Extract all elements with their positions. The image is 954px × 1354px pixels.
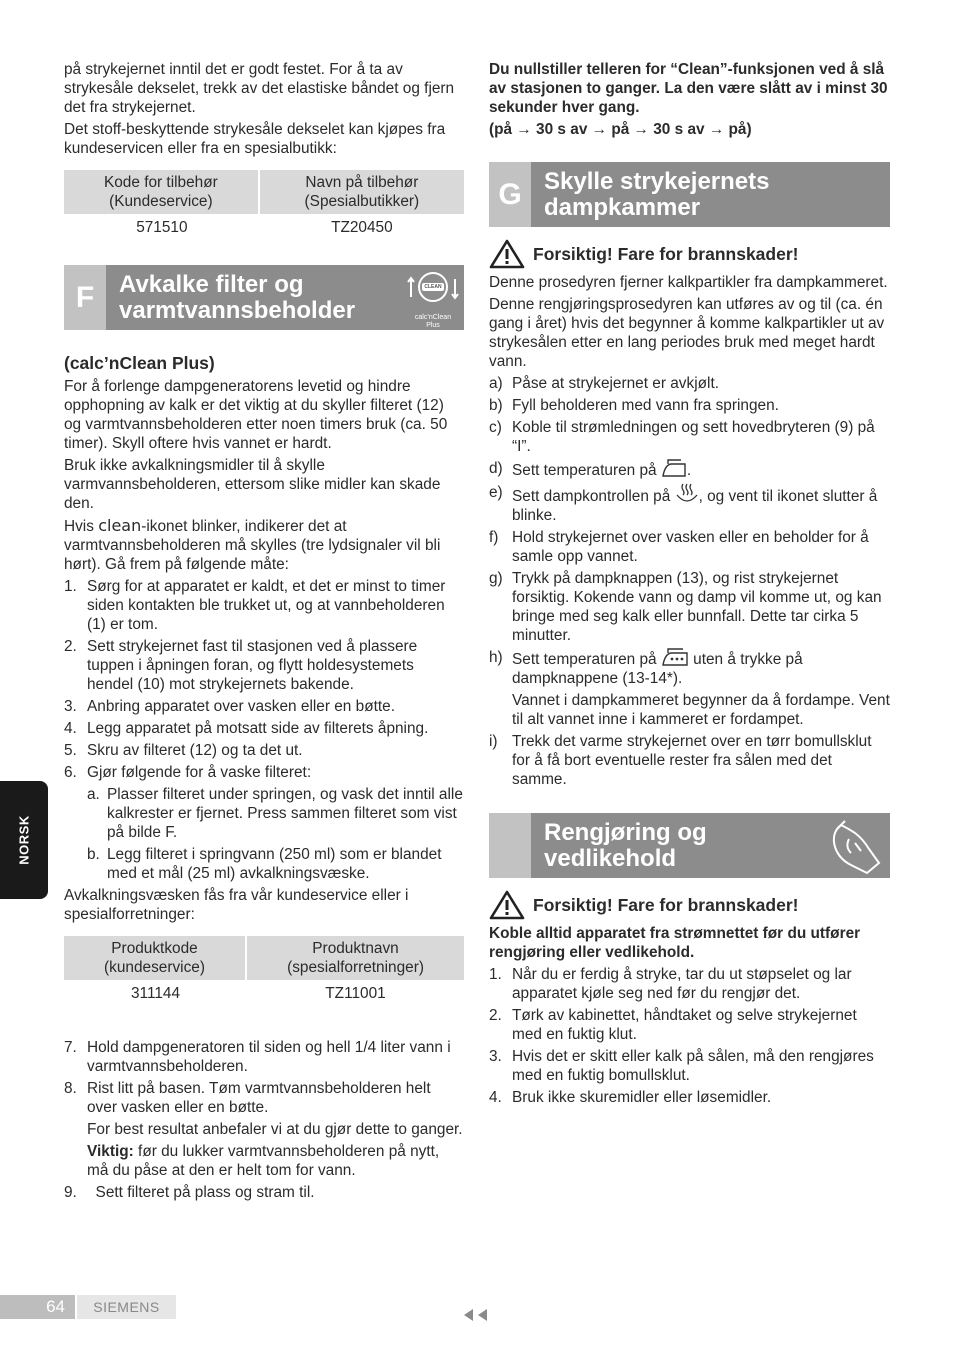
table-cell-name: TZ20450 [331, 219, 393, 236]
list-number: i) [489, 733, 498, 750]
g-paragraph-2: Denne rengjøringsprosedyren kan utføres av og til (ca. én gang i året) hvis det begynner å komme kalkpartikler ut av strykesålen etter en lang periodes bruk med meget hardt vann. [489, 296, 885, 370]
cleaning-bold-note: Koble alltid apparatet fra strømnettet før du utfører rengjøring eller vedlikehold. [489, 925, 861, 961]
list-item [64, 637, 464, 694]
list-text: Hvis det er skitt eller kalk på sålen, må den rengjøres med en fuktig bomullsklut. [512, 1048, 874, 1084]
list-number: 2. [64, 638, 77, 655]
warning-text: Forsiktig! Fare for brannskader! [533, 243, 799, 264]
list-number: 1. [489, 966, 502, 983]
table-header-code: Produktkode (kundeservice) [64, 936, 247, 980]
table-header-code: Kode for tilbehør (Kundeservice) [64, 170, 260, 214]
list-text: Rist litt på basen. Tøm varmtvannsbeholderen helt over vasken eller en bøtte. [87, 1080, 431, 1116]
reset-sequence: (på → 30 s av → på → 30 s av → på) [489, 121, 752, 138]
g-paragraph-1: Denne prosedyren fjerner kalkpartikler fra dampkammeret. [489, 274, 888, 291]
list-item [64, 785, 464, 842]
list-number: d) [489, 460, 503, 477]
list-item [64, 763, 464, 782]
list-number: 1. [64, 578, 77, 595]
table-header-name: Produktnavn (spesialforretninger) [247, 936, 464, 980]
list-number: 3. [64, 698, 77, 715]
step-h-note: Vannet i dampkammeret begynner da å fordampe. Vent til alt vannet inne i kammeret er fordampet. [512, 692, 890, 728]
logo-badge-text: CLEAN [424, 284, 442, 290]
list-text-post: , og vent til ikonet slutter å blinke. [512, 488, 878, 524]
list-item [64, 719, 464, 738]
list-text: Gjør følgende for å vaske filteret: [87, 764, 312, 781]
section-title-line-2: dampkammer [544, 194, 701, 221]
section-f-header [64, 265, 464, 330]
reset-paragraph: Du nullstiller telleren for “Clean”-funksjonen ved å slå av stasjonen to ganger. La den være slått av i minst 30 sekunder hver gang. [489, 61, 888, 116]
list-item [489, 459, 890, 480]
iron-max-temperature-icon [661, 648, 689, 668]
list-number: 5. [64, 742, 77, 759]
calc-clean-logo [404, 269, 462, 327]
warning-heading [489, 239, 890, 269]
p3-pre: Hvis [64, 518, 99, 535]
paragraph-4: Avkalkningsvæsken fås fra vår kundeservice eller i spesialforretninger: [64, 887, 409, 923]
iron-temperature-icon [661, 459, 687, 479]
subheading: (calc’nClean Plus) [64, 353, 215, 373]
list-item [489, 396, 890, 415]
list-item [489, 569, 890, 645]
list-text: Sørg for at apparatet er kaldt, et det er minst to timer siden kontakten ble trukket ut, og at vannbeholderen (1) er tom. [87, 578, 446, 633]
list-item [489, 732, 890, 789]
accessory-table [64, 170, 464, 240]
section-title-line-1: Avkalke filter og [119, 271, 304, 298]
section-title-line-1: Skylle strykejernets [544, 168, 770, 195]
section-title-line-2: varmtvannsbeholder [119, 297, 356, 324]
list-text: Anbring apparatet over vasken eller en bøtte. [87, 698, 395, 715]
section-letter: G [489, 162, 531, 227]
steam-control-icon [675, 483, 699, 505]
list-item [489, 648, 890, 688]
section-letter-blank [489, 813, 531, 878]
substeps-list [64, 785, 464, 883]
list-item [64, 1079, 464, 1117]
list-number: 7. [64, 1039, 77, 1056]
paragraph-3 [64, 516, 464, 574]
section-letter: F [64, 265, 106, 330]
list-number: f) [489, 529, 499, 546]
clean-word: clean [98, 516, 142, 535]
list-number: 4. [64, 720, 77, 737]
list-item [64, 1183, 464, 1202]
list-item [489, 1006, 890, 1044]
list-text: Tørk av kabinettet, håndtaket og selve strykejernet med en fuktig klut. [512, 1007, 857, 1043]
list-number: 3. [489, 1048, 502, 1065]
list-number: 2. [489, 1007, 502, 1024]
table-header-name: Navn på tilbehør (Spesialbutikker) [260, 170, 464, 214]
list-text: Sett temperaturen på [512, 651, 661, 668]
warning-text: Forsiktig! Fare for brannskader! [533, 894, 799, 915]
paragraph-2: Bruk ikke avkalkningsmidler til å skylle varmvannsbeholderen, ettersom slike midler kan skade den. [64, 457, 441, 512]
list-number: h) [489, 649, 503, 666]
list-text: Sett dampkontrollen på [512, 488, 675, 505]
section-title-line-2: vedlikehold [544, 845, 677, 872]
important-text: før du lukker varmtvannsbeholderen på nytt, må du påse at den er helt tom for vann. [87, 1143, 440, 1179]
list-text: Sett filteret på plass og stram til. [87, 1184, 315, 1201]
list-item [64, 577, 464, 634]
list-number: b. [87, 846, 100, 863]
left-column [64, 60, 464, 1205]
list-text: Bruk ikke skuremidler eller løsemidler. [512, 1089, 772, 1106]
logo-text-1: calc’nClean [414, 314, 452, 321]
table-cell-code: 311144 [130, 985, 181, 1002]
paragraph-1: For å forlenge dampgeneratorens levetid og hindre opphopning av kalk er det viktig at du skyller filteret (12) og varmtvannsbeholderen etter noen timers bruk (ca. 50 timer). Skyll oftere hvis vannet er hardt. [64, 378, 448, 452]
logo-text-2: Plus [426, 322, 440, 329]
list-text: Sett temperaturen på [512, 462, 661, 479]
section-title [119, 272, 355, 324]
list-text: Hold dampgeneratoren til siden og hell 1/4 liter vann i varmtvannsbeholderen. [87, 1039, 451, 1075]
intro-paragraph-2: Det stoff-beskyttende strykesåle dekselet kan kjøpes fra kundeservicen eller fra en spesialbutikk: [64, 121, 446, 157]
list-number: 8. [64, 1080, 77, 1097]
product-table [64, 936, 464, 1006]
list-text: Fyll beholderen med vann fra springen. [512, 397, 779, 414]
list-text: Sett strykejernet fast til stasjonen ved å plassere tuppen i åpningen foran, og flytt holdesystemets hendel (10) mot strykejernets bakende. [87, 638, 418, 693]
section-cleaning-header [489, 813, 890, 878]
p3-post: -ikonet blinker, indikerer det at varmtvannsbeholderen må skylles (tre lydsignaler vil bli hørt). Gå frem på følgende måte: [64, 518, 441, 573]
list-text: Plasser filteret under springen, og vask det inntil alle kalkrester er fjernet. Press sammen filteret som vist på bilde F. [107, 786, 463, 841]
language-side-tab [0, 781, 48, 899]
step8-note: For best resultat anbefaler vi at du gjør dette to ganger. [87, 1121, 463, 1138]
list-number: 9. [64, 1184, 77, 1201]
list-item [64, 697, 464, 716]
list-text: Når du er ferdig å stryke, tar du ut støpselet og lar apparatet kjøle seg ned før du rengjør det. [512, 966, 852, 1002]
section-g-header [489, 162, 890, 227]
list-item [489, 528, 890, 566]
list-number: 6. [64, 764, 77, 781]
warning-triangle-icon [489, 239, 525, 269]
g-steps-list-end [489, 732, 890, 789]
warning-heading [489, 890, 890, 920]
list-item [489, 483, 890, 525]
steps-list-b [64, 1038, 464, 1117]
right-column [489, 60, 890, 1110]
list-number: b) [489, 397, 503, 414]
list-number: c) [489, 419, 502, 436]
table-cell-code: 571510 [136, 219, 188, 236]
list-number: e) [489, 484, 503, 501]
warning-triangle-icon [489, 890, 525, 920]
list-item [64, 741, 464, 760]
list-text-post: . [686, 462, 692, 479]
list-number: g) [489, 570, 503, 587]
g-steps-list [489, 374, 890, 688]
list-item [64, 845, 464, 883]
steps-list-a [64, 577, 464, 782]
language-label: NORSK [16, 815, 32, 865]
page-number: 64 [46, 1297, 65, 1316]
list-number: a) [489, 375, 503, 392]
list-item [489, 965, 890, 1003]
list-text: Legg filteret i springvann (250 ml) som er blandet med et mål (25 ml) avkalkningsvæske. [107, 846, 442, 882]
cleaning-hand-icon [827, 817, 885, 875]
list-item [489, 374, 890, 393]
list-text: Legg apparatet på motsatt side av filterets åpning. [87, 720, 429, 737]
list-text: Trykk på dampknappen (13), og rist strykejernet forsiktig. Kokende vann og damp vil komme ut, og kan bringe med seg kalk eller bunnfall. Dette tar cirka 5 minutter. [512, 570, 882, 644]
list-text: Koble til strømledningen og sett hovedbryteren (9) på “I”. [512, 419, 875, 455]
list-text: Skru av filteret (12) og ta det ut. [87, 742, 303, 759]
intro-paragraph-1: på strykejernet inntil det er godt festet. For å ta av strykesåle dekselet, trekk av det elastiske båndet og fjern det fra strykejernet. [64, 61, 455, 116]
list-text: Trekk det varme strykejernet over en tørr bomullsklut for å få bort eventuelle rester fra sålen med det samme. [512, 733, 872, 788]
section-title [544, 169, 769, 221]
important-label: Viktig: [87, 1143, 134, 1160]
step8-important [64, 1142, 464, 1180]
list-text: Hold strykejernet over vasken eller en beholder for å samle opp vannet. [512, 529, 869, 565]
table-cell-name: TZ11001 [325, 985, 386, 1002]
list-item [64, 1038, 464, 1076]
brand-label: SIEMENS [77, 1295, 176, 1319]
list-item [489, 1088, 890, 1107]
list-text-post: uten å trykke på dampknappene (13-14*). [512, 651, 803, 687]
list-item [489, 418, 890, 456]
previous-page-icon[interactable] [462, 1308, 490, 1322]
page-number-box [0, 1295, 75, 1319]
cleaning-steps-list [489, 965, 890, 1107]
list-item [489, 1047, 890, 1085]
section-title [544, 820, 707, 872]
list-text: Påse at strykejernet er avkjølt. [512, 375, 719, 392]
steps-list-c [64, 1183, 464, 1202]
list-number: a. [87, 786, 100, 803]
list-number: 4. [489, 1089, 502, 1106]
section-title-line-1: Rengjøring og [544, 819, 707, 846]
page-nav[interactable] [462, 1308, 490, 1327]
